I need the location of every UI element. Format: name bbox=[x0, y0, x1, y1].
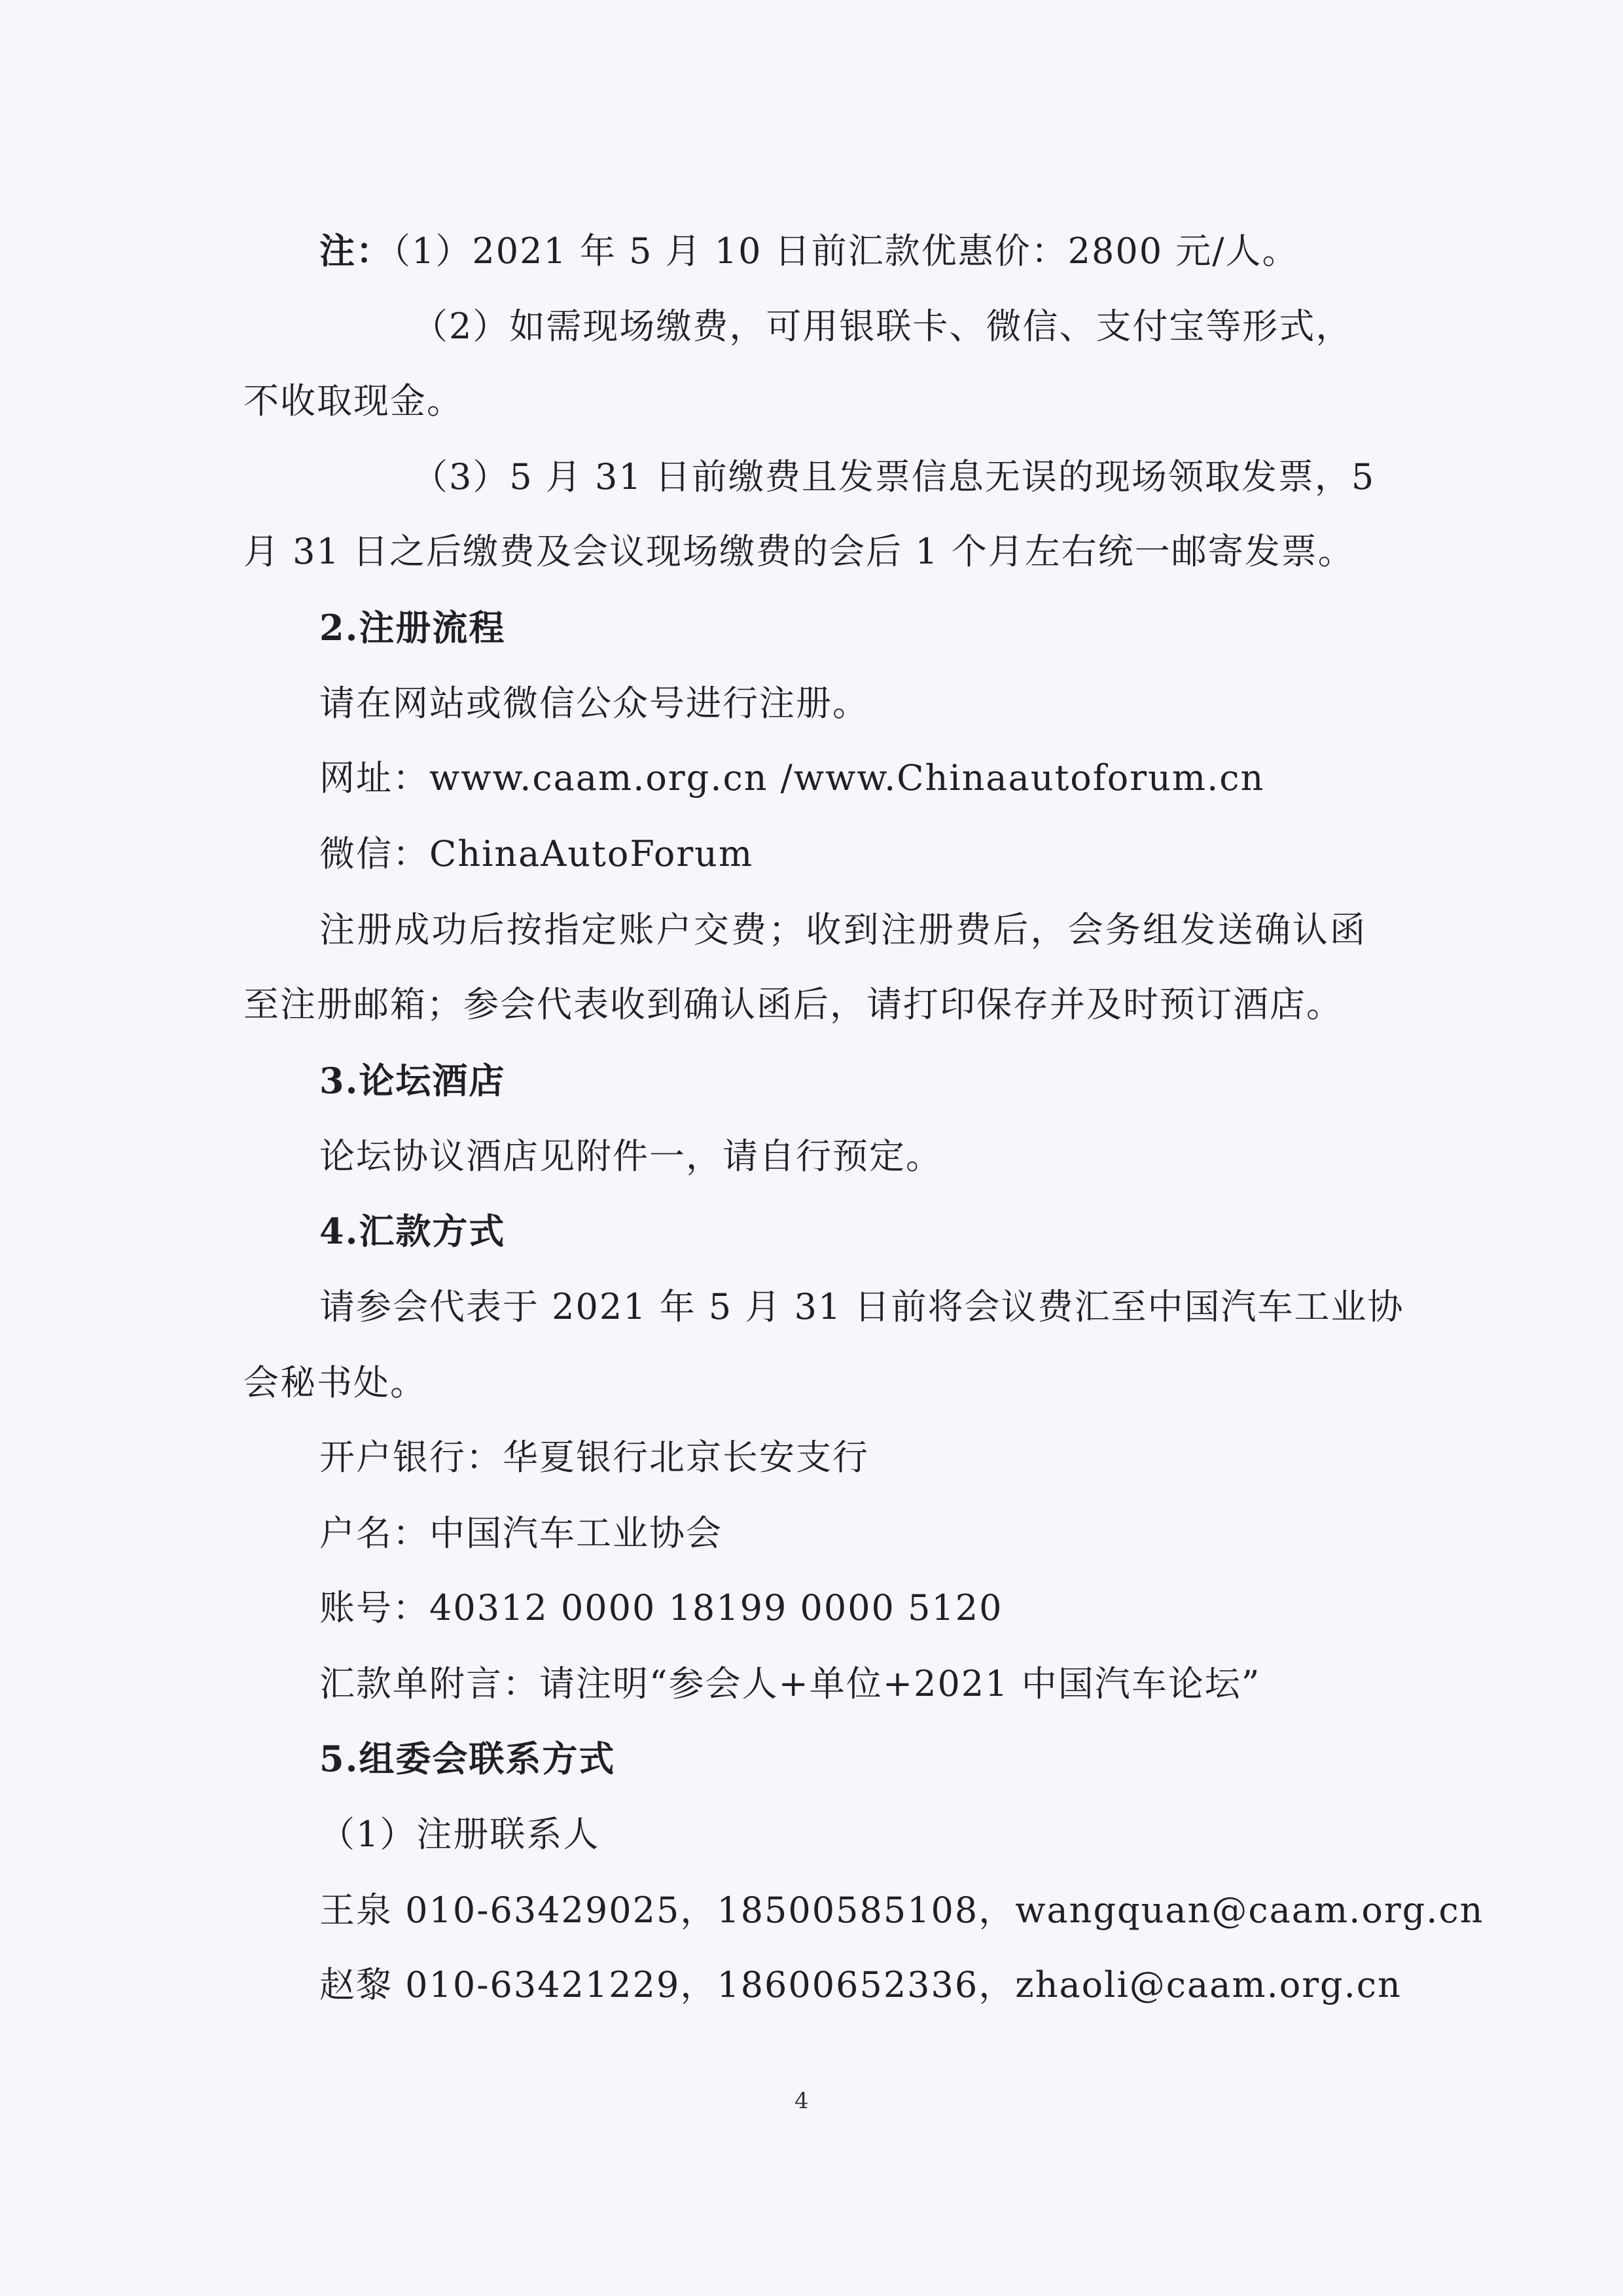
wechat-line: 微信：ChinaAutoForum bbox=[319, 833, 754, 874]
note-2-line-1: （2）如需现场缴费，可用银联卡、微信、支付宝等形式， bbox=[412, 306, 1353, 347]
section-2-text: 请在网站或微信公众号进行注册。 bbox=[319, 683, 869, 724]
payment-line-1: 请参会代表于 2021 年 5 月 31 日前将会议费汇至中国汽车工业协 bbox=[319, 1286, 1404, 1327]
note-label: 注： bbox=[319, 230, 393, 272]
registration-line-2: 至注册邮箱；参会代表收到确认函后，请打印保存并及时预订酒店。 bbox=[243, 984, 1343, 1025]
note-2-line-2: 不收取现金。 bbox=[243, 380, 463, 422]
note-3-line-2: 月 31 日之后缴费及会议现场缴费的会后 1 个月左右统一邮寄发票。 bbox=[243, 531, 1355, 572]
contact-subheading: （1）注册联系人 bbox=[319, 1814, 600, 1855]
contact-2: 赵黎 010-63421229，18600652336，zhaoli@caam.org.cn bbox=[319, 1964, 1402, 2005]
remark-line: 汇款单附言：请注明“参会人+单位+2021 中国汽车论坛” bbox=[319, 1663, 1261, 1704]
account-number-line: 账号：40312 0000 18199 0000 5120 bbox=[319, 1587, 1003, 1628]
section-2-heading: 2.注册流程 bbox=[319, 607, 506, 649]
website-line: 网址：www.caam.org.cn /www.Chinaautoforum.cn bbox=[319, 757, 1265, 798]
bank-line: 开户银行：华夏银行北京长安支行 bbox=[319, 1437, 869, 1478]
note-3-line-1: （3）5 月 31 日前缴费且发票信息无误的现场领取发票，5 bbox=[412, 456, 1376, 497]
section-5-heading: 5.组委会联系方式 bbox=[319, 1738, 616, 1780]
registration-line-1: 注册成功后按指定账户交费；收到注册费后，会务组发送确认函 bbox=[319, 909, 1366, 950]
section-3-text: 论坛协议酒店见附件一，请自行预定。 bbox=[319, 1136, 942, 1177]
contact-1: 王泉 010-63429025，18500585108，wangquan@caam.org.cn bbox=[319, 1890, 1484, 1931]
payment-line-2: 会秘书处。 bbox=[243, 1362, 427, 1403]
section-3-heading: 3.论坛酒店 bbox=[319, 1060, 506, 1102]
page-number: 4 bbox=[794, 2088, 809, 2114]
account-name-line: 户名：中国汽车工业协会 bbox=[319, 1513, 722, 1554]
section-4-heading: 4.汇款方式 bbox=[319, 1210, 506, 1252]
note-1: （1）2021 年 5 月 10 日前汇款优惠价：2800 元/人。 bbox=[393, 230, 1299, 272]
note-1-line bbox=[319, 229, 1298, 273]
